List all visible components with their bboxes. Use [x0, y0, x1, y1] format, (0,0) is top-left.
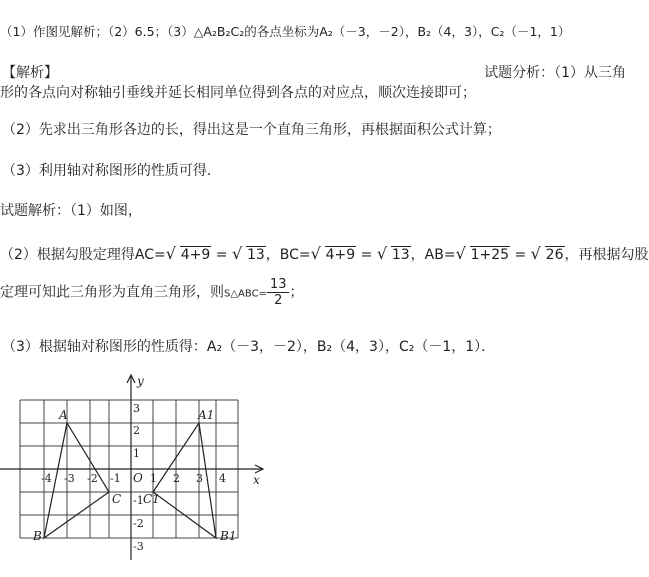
x-tick: 1: [150, 472, 157, 485]
answer-summary: （1）作图见解析；（2）6.5；（3）△A₂B₂C₂的各点坐标为A₂（－3，－2），B₂（4，3），C₂（－1，1）: [0, 24, 571, 39]
y-axis-label: y: [137, 374, 144, 388]
sqrt-ac-result: √ 13: [246, 246, 266, 263]
point-b1-label: B1: [220, 529, 237, 543]
area-fraction: [267, 277, 290, 308]
sqrt-ab-result: √ 26: [545, 246, 565, 263]
point-b-label: B: [33, 529, 42, 543]
solution-line-3: （3）根据轴对称图形的性质得：A₂（－3，－2），B₂（4，3），C₂（－1，1）．: [2, 339, 496, 355]
x-tick: 4: [219, 472, 226, 485]
solution-line-2: [0, 244, 649, 264]
x-tick: 2: [173, 472, 180, 485]
equals-2: =: [360, 247, 373, 263]
analysis-line-2: （2）先求出三角形各边的长，得出这是一个直角三角形，再根据面积公式计算；: [2, 122, 501, 138]
y-tick: -3: [133, 540, 144, 553]
x-tick: -3: [64, 472, 75, 485]
x-axis-label: x: [253, 473, 260, 487]
sqrt-bc-result: √ 13: [391, 246, 411, 263]
equals-3: =: [514, 247, 527, 263]
solution-line-1: 试题解析：（1）如图，: [0, 203, 142, 219]
ab-prefix: ，AB=: [410, 247, 456, 263]
analysis-header: 【解析】: [2, 65, 58, 81]
fraction-denominator: 2: [274, 293, 283, 308]
sol2-prefix: （2）根据勾股定理得AC=: [0, 247, 166, 263]
triangle-a1b1c1: [153, 423, 216, 538]
y-tick: 2: [133, 424, 140, 437]
sol2b-suffix: ；: [289, 284, 304, 301]
point-c1-label: C1: [143, 492, 160, 506]
analysis-line-1: 形的各点向对称轴引垂线并延长相同单位得到各点的对应点，顺次连接即可；: [0, 85, 476, 101]
y-tick: -2: [133, 517, 144, 530]
fraction-numerator: 13: [267, 277, 290, 293]
y-tick: -1: [133, 494, 144, 507]
solution-line-2b: [0, 277, 303, 308]
point-a1-label: A1: [198, 408, 215, 422]
x-tick: -2: [87, 472, 98, 485]
sqrt-ab: √ 1+25: [470, 246, 510, 263]
point-a-label: A: [59, 408, 68, 422]
x-tick: -1: [110, 472, 121, 485]
coordinate-graph: [0, 370, 280, 570]
y-tick: 1: [133, 447, 140, 460]
bc-prefix: ，BC=: [265, 247, 311, 263]
point-c-label: C: [112, 492, 122, 506]
x-tick: -4: [41, 472, 52, 485]
y-tick: 3: [133, 402, 140, 415]
equals-1: =: [215, 247, 228, 263]
sqrt-ac: √ 4+9: [180, 246, 212, 263]
x-tick: 3: [196, 472, 203, 485]
area-label: S△ABC=: [224, 288, 267, 300]
sol2b-prefix: 定理可知此三角形为直角三角形，则: [0, 284, 224, 301]
analysis-row: [2, 62, 628, 82]
sqrt-bc: √ 4+9: [325, 246, 357, 263]
analysis-line-3: （3）利用轴对称图形的性质可得．: [2, 163, 221, 179]
origin-label: O: [133, 471, 143, 485]
sol2-suffix: ，再根据勾股: [564, 247, 649, 263]
triangle-abc: [44, 423, 109, 538]
analysis-label: 试题分析：（1）从三角: [484, 65, 626, 81]
